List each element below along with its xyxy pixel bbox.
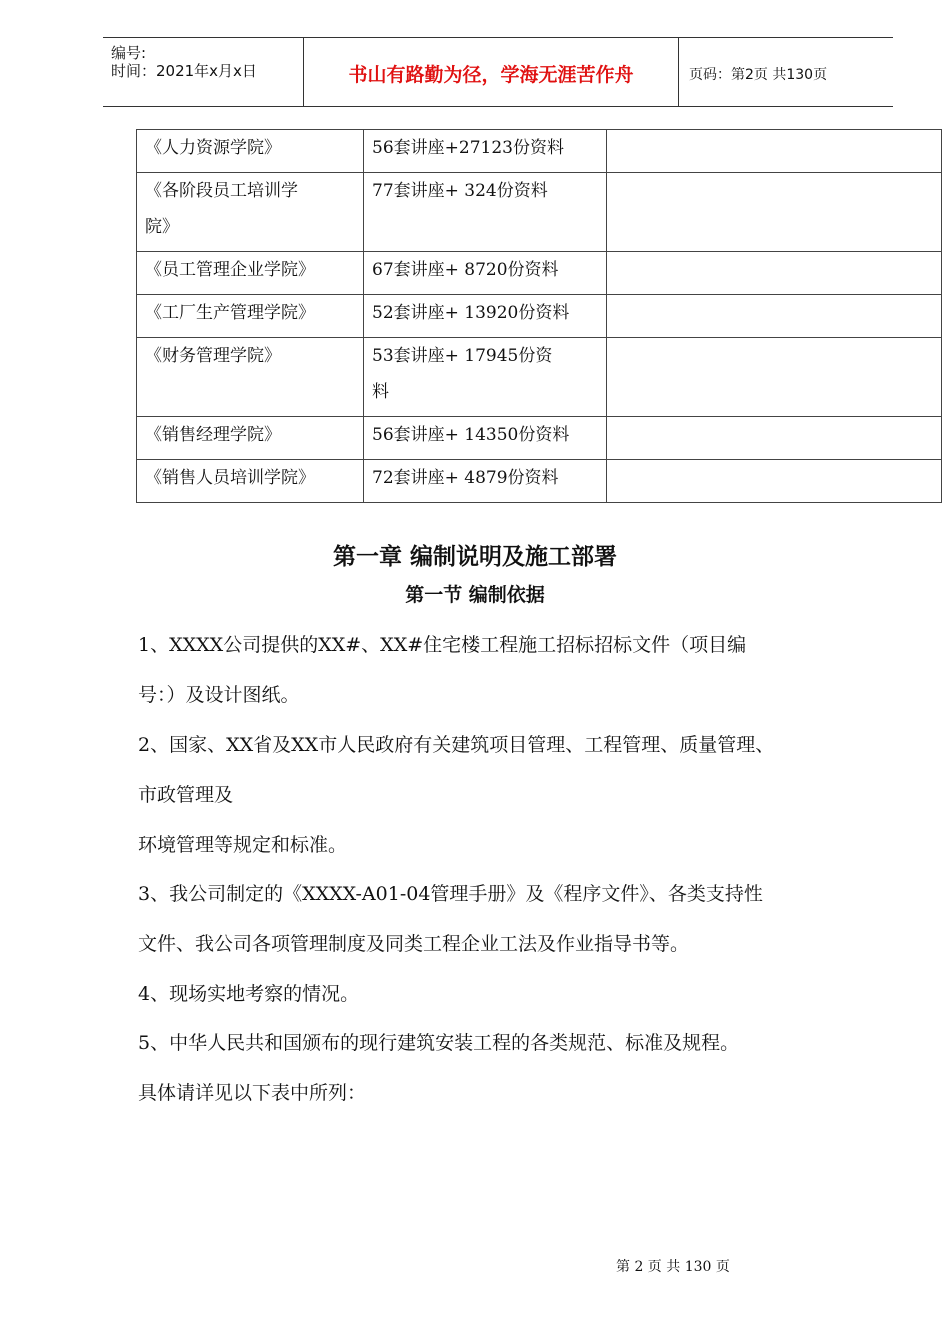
course-name-cell [137,295,364,338]
header-page-box [679,38,893,106]
paragraph-line: 文件、我公司各项管理制度及同类工程企业工法及作业指导书等。 [138,933,690,955]
course-note-cell [607,417,942,460]
course-count-cell [364,460,607,503]
table-row [137,460,942,503]
document-date-label: 时间：2021年x月x日 [111,62,257,80]
paragraph-line: 号：）及设计图纸。 [138,684,300,706]
course-note-cell [607,252,942,295]
course-count-text: 72套讲座+ 4879份资料 [372,468,559,488]
paragraph-line: 3、我公司制定的《XXXX-A01-04管理手册》及《程序文件》、各类支持性 [138,883,763,905]
table-row [137,338,942,417]
course-table [136,129,942,503]
page-footer: 第 2 页 共 130 页 [616,1259,730,1275]
paragraph-line: 市政管理及 [138,784,234,806]
course-name-text: 《人力资源学院》 [145,138,281,158]
course-name-cell [137,460,364,503]
table-row [137,173,942,252]
header-page-info: 页码：第2页 共130页 [689,67,828,83]
page-header [103,37,893,107]
course-count-text: 料 [372,382,389,402]
course-name-cell [137,130,364,173]
table-row [137,252,942,295]
paragraph-line: 具体请详见以下表中所列： [138,1082,367,1104]
course-count-text: 52套讲座+ 13920份资料 [372,303,570,323]
course-name-text: 《财务管理学院》 [145,346,281,366]
course-name-cell [137,338,364,417]
course-count-cell [364,338,607,417]
table-row [137,417,942,460]
header-slogan: 书山有路勤为径，学海无涯苦作舟 [348,64,634,86]
course-name-cell [137,417,364,460]
course-count-text: 56套讲座+ 14350份资料 [372,425,570,445]
header-slogan-box [304,38,679,106]
course-note-cell [607,460,942,503]
paragraph-line: 5、中华人民共和国颁布的现行建筑安装工程的各类规范、标准及规程。 [138,1032,740,1054]
chapter-title: 第一章 编制说明及施工部署 [332,544,617,570]
course-count-cell [364,417,607,460]
course-name-text: 《工厂生产管理学院》 [145,303,315,323]
table-row [137,130,942,173]
table-row [137,295,942,338]
document-number-label: 编号: [111,44,147,62]
course-name-cell [137,173,364,252]
course-count-cell [364,252,607,295]
course-count-cell [364,173,607,252]
course-count-text: 77套讲座+ 324份资料 [372,181,548,201]
paragraph-line: 1、XXXX公司提供的XX#、XX#住宅楼工程施工招标招标文件（项目编 [138,634,747,656]
course-note-cell [607,338,942,417]
course-count-text: 67套讲座+ 8720份资料 [372,260,559,280]
course-count-cell [364,130,607,173]
course-name-text: 院》 [145,217,179,237]
course-note-cell [607,173,942,252]
course-note-cell [607,295,942,338]
paragraph-line: 环境管理等规定和标准。 [138,834,348,856]
course-count-cell [364,295,607,338]
course-name-text: 《销售人员培训学院》 [145,468,315,488]
paragraph-line: 2、国家、XX省及XX市人民政府有关建筑项目管理、工程管理、质量管理、 [138,734,775,756]
course-name-text: 《销售经理学院》 [145,425,281,445]
course-name-text: 《各阶段员工培训学 [145,181,298,201]
section-title: 第一节 编制依据 [405,584,545,606]
header-meta [103,38,304,106]
paragraph-line: 4、现场实地考察的情况。 [138,983,360,1005]
course-name-cell [137,252,364,295]
course-note-cell [607,130,942,173]
course-count-text: 56套讲座+27123份资料 [372,138,564,158]
course-name-text: 《员工管理企业学院》 [145,260,315,280]
course-count-text: 53套讲座+ 17945份资 [372,346,553,366]
